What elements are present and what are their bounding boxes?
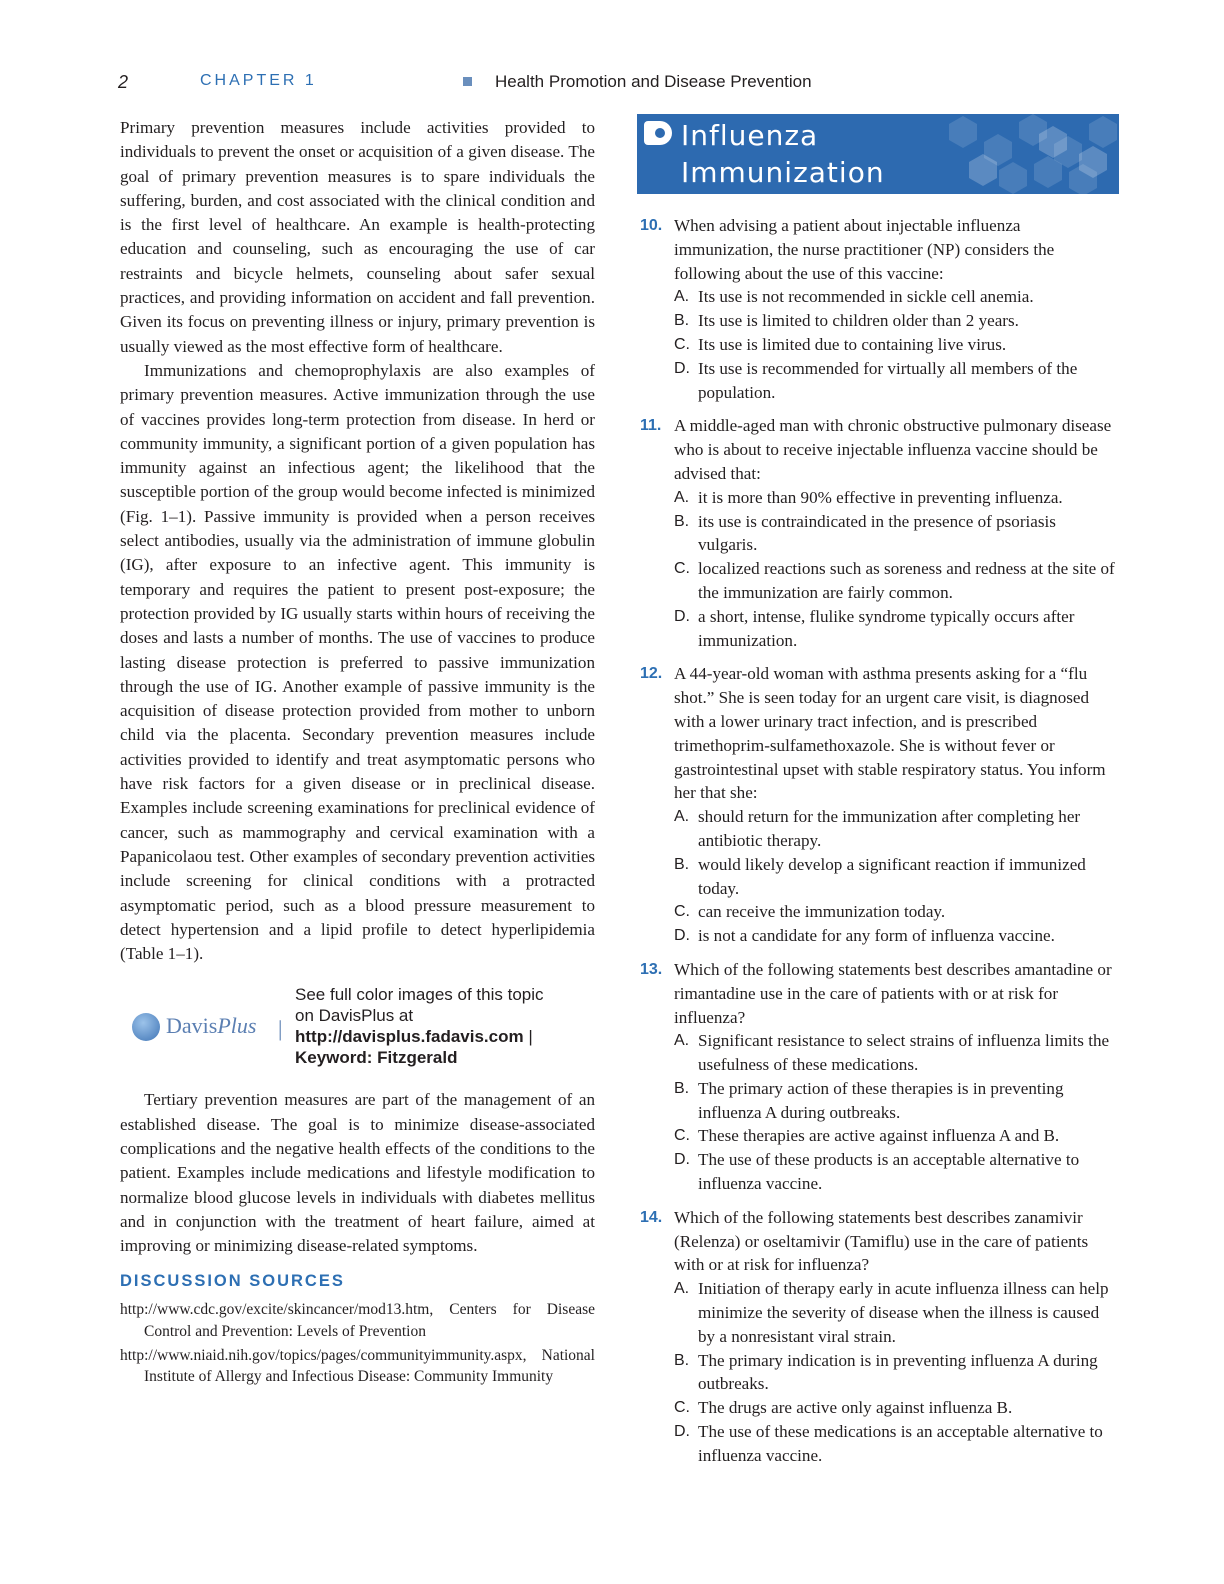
logo-text-plus: Plus	[217, 1013, 257, 1039]
option-letter: D.	[674, 359, 690, 377]
question-number: 14.	[640, 1208, 663, 1226]
question-number: 10.	[640, 217, 663, 234]
chapter-label: CHAPTER 1	[200, 72, 317, 89]
option-text: it is more than 90% effective in preventing influenza.	[698, 487, 1063, 507]
question-stem: Which of the following statements best describes zanamivir (Relenza) or oseltamivir (Tamiflu) use in the care of patients with or at risk for influenza?	[674, 1207, 1089, 1275]
answer-option-d	[674, 1420, 1115, 1468]
section-banner	[637, 114, 1119, 194]
chapter-title: Health Promotion and Disease Prevention	[495, 72, 812, 91]
option-text: Its use is limited due to containing live virus.	[698, 334, 1007, 354]
logo-divider: |	[278, 1016, 283, 1042]
option-letter: D.	[674, 927, 690, 945]
section-tab-icon	[644, 121, 672, 145]
option-text: a short, intense, flulike syndrome typically occurs after immunization.	[698, 606, 1075, 650]
answer-option-a	[674, 1029, 1115, 1077]
option-text: The use of these products is an acceptable alternative to influenza vaccine.	[698, 1150, 1080, 1194]
davisplus-url[interactable]: http://davisplus.fadavis.com	[295, 1027, 524, 1047]
question-stem: A 44-year-old woman with asthma presents asking for a “flu shot.” She is seen today for an urgent care visit, is diagnosed with a lower urinary tract infection, and is prescribed trimethoprim-sulfamethoxazole. She is without fever or gastrointestinal upset with stable respiratory status. You inform her that she:	[674, 664, 1106, 803]
source-item: http://www.niaid.nih.gov/topics/pages/communityimmunity.aspx, National Institute of Allergy and Infectious Disease: Community Immunity	[120, 1346, 595, 1386]
question-number: 12.	[640, 665, 663, 683]
header-square-icon	[463, 77, 472, 86]
answer-option-d	[674, 1148, 1115, 1196]
option-text: would likely develop a significant reaction if immunized today.	[698, 854, 1086, 898]
answer-option-d	[674, 605, 1115, 653]
option-letter: B.	[674, 855, 690, 873]
paragraph-tertiary-prevention: Tertiary prevention measures are part of the management of an established disease. The goal is to minimize disease-associated complications and the negative health effects of the conditions to the patient. Examples include medications and lifestyle modification to normalize blood glucose levels in individuals with diabetes mellitus and in conjunction with the treatment of heart failure, aimed at improving or minimizing disease-related symptoms.	[120, 1090, 595, 1256]
option-letter: C.	[674, 903, 690, 921]
section-title	[681, 117, 885, 191]
question-number: 13.	[640, 960, 663, 978]
answer-option-b	[674, 510, 1115, 558]
option-text: can receive the immunization today.	[698, 902, 946, 922]
option-letter: A.	[674, 1280, 690, 1298]
option-letter: D.	[674, 1151, 690, 1169]
answer-option-b	[674, 853, 1115, 901]
question-13	[637, 958, 1115, 1196]
answer-option-c	[674, 557, 1115, 605]
paragraph-immunizations: Immunizations and chemoprophylaxis are also examples of primary prevention measures. Active immunization through the use of vaccines provides long-term protection from disease. In herd or community immunity, a significant portion of a given population has immunity against an infectious agent; the likelihood that the susceptible portion of the group would become infected is minimized (Fig. 1–1). Passive immunity is provided when a person receives select antibodies, usually via the administration of immune globulin (IG), after exposure to an infective agent. This immunity is temporary and requires the patient to present post-exposure; the protection provided by IG usually starts within hours of receiving the doses and lasts a number of months. The use of vaccines to produce lasting disease protection is preferred to passive immunization through the use of IG. Another example of passive immunity is the acquisition of disease protection provided from mother to unborn child via the placenta. Secondary prevention measures include activities provided to identify and treat asymptomatic persons who have risk factors for a given disease or in preclinical disease. Examples include screening examinations for preclinical evidence of cancer, such as mammography and cervical examination with a Papanicolaou test. Other examples of secondary prevention activities include screening for clinical conditions with a protracted asymptomatic period, such as a blood pressure measurement to detect hypertension and a lipid profile to detect hyperlipidemia (Table 1–1).	[120, 360, 595, 964]
option-text: The use of these medications is an acceptable alternative to influenza vaccine.	[698, 1422, 1103, 1465]
discussion-sources-heading: DISCUSSION SOURCES	[120, 1272, 345, 1291]
globe-icon	[132, 1013, 160, 1041]
answer-option-c	[674, 333, 1115, 357]
answer-option-b	[674, 1077, 1115, 1125]
option-letter: B.	[674, 512, 690, 530]
option-letter: C.	[674, 1127, 690, 1145]
answer-option-c	[674, 1396, 1115, 1420]
davisplus-keyword: Keyword: Fitzgerald	[295, 1048, 458, 1068]
answer-option-c	[674, 900, 1115, 924]
question-11	[637, 414, 1115, 652]
section-title-line-2: Immunization	[681, 156, 885, 189]
option-text: its use is contraindicated in the presence of psoriasis vulgaris.	[698, 511, 1056, 555]
option-text: The drugs are active only against influenza B.	[698, 1398, 1013, 1418]
option-letter: B.	[674, 312, 690, 330]
logo-text-davis: Davis	[166, 1013, 218, 1039]
option-letter: A.	[674, 1032, 690, 1050]
option-text: The primary indication is in preventing influenza A during outbreaks.	[698, 1350, 1098, 1394]
source-item: http://www.cdc.gov/excite/skincancer/mod13.htm, Centers for Disease Control and Prevention: Levels of Prevention	[120, 1301, 595, 1341]
left-column	[120, 116, 595, 1390]
option-text: Its use is not recommended in sickle cell anemia.	[698, 287, 1034, 307]
option-letter: D.	[674, 607, 690, 625]
answer-option-b	[674, 309, 1115, 333]
answer-option-a	[674, 805, 1115, 853]
option-letter: C.	[674, 1399, 690, 1417]
option-text: Its use is limited to children older than 2 years.	[698, 311, 1019, 331]
davisplus-callout	[120, 984, 595, 1076]
option-letter: A.	[674, 288, 690, 306]
davisplus-logo	[166, 1013, 256, 1039]
davisplus-text	[295, 984, 595, 1068]
answer-option-c	[674, 1124, 1115, 1148]
answer-option-a	[674, 285, 1115, 309]
option-text: Significant resistance to select strains of influenza limits the usefulness of these medications.	[698, 1031, 1110, 1075]
page-number: 2	[118, 72, 129, 92]
question-14	[637, 1206, 1115, 1468]
davisplus-line-2: on DavisPlus at	[295, 1006, 414, 1026]
option-text: The primary action of these therapies is in preventing influenza A during outbreaks.	[698, 1078, 1064, 1122]
option-letter: C.	[674, 560, 690, 578]
option-letter: D.	[674, 1423, 690, 1441]
running-header	[118, 70, 1124, 96]
question-10	[637, 214, 1115, 404]
option-text: should return for the immunization after completing her antibiotic therapy.	[698, 807, 1081, 850]
option-text: These therapies are active against influenza A and B.	[698, 1126, 1060, 1146]
question-stem: A middle-aged man with chronic obstructive pulmonary disease who is about to receive injectable influenza vaccine should be advised that:	[674, 416, 1112, 483]
option-text: Initiation of therapy early in acute influenza illness can help minimize the severity of disease when the illness is caused by a nonresistant viral strain.	[698, 1279, 1109, 1346]
paragraph-primary-prevention: Primary prevention measures include activities provided to individuals to prevent the onset or acquisition of a given disease. The goal of primary prevention measures is to spare individuals the suffering, burden, and cost associated with the clinical condition and is the first level of healthcare. An example is health-protecting education and counseling, such as encouraging the use of car restraints and bicycle helmets, counseling about safer sexual practices, and providing information on accident and fall prevention. Given its focus on preventing illness or injury, primary prevention is usually viewed as the most effective form of healthcare.	[120, 118, 595, 356]
option-letter: A.	[674, 488, 690, 506]
answer-option-a	[674, 1277, 1115, 1348]
section-title-line-1: Influenza	[681, 119, 819, 152]
hexagon-pattern-icon	[929, 114, 1119, 194]
davisplus-line-1: See full color images of this topic	[295, 985, 544, 1005]
question-stem: Which of the following statements best describes amantadine or rimantadine use in the care of patients with or at risk for influenza?	[674, 959, 1112, 1027]
answer-option-b	[674, 1349, 1115, 1397]
answer-option-d	[674, 924, 1115, 948]
option-letter: C.	[674, 335, 690, 353]
option-letter: A.	[674, 808, 690, 826]
answer-option-a	[674, 486, 1115, 510]
right-column	[637, 214, 1115, 1478]
option-text: is not a candidate for any form of influenza vaccine.	[698, 926, 1055, 946]
option-letter: B.	[674, 1351, 690, 1369]
option-text: Its use is recommended for virtually all members of the population.	[698, 358, 1078, 402]
question-12	[637, 662, 1115, 948]
question-number: 11.	[640, 417, 662, 435]
option-letter: B.	[674, 1079, 690, 1097]
answer-option-d	[674, 357, 1115, 405]
question-stem: When advising a patient about injectable influenza immunization, the nurse practitioner (NP) considers the following about the use of this vaccine:	[674, 216, 1055, 283]
option-text: localized reactions such as soreness and redness at the site of the immunization are fairly common.	[698, 559, 1115, 602]
davisplus-url-bar: |	[523, 1027, 533, 1047]
